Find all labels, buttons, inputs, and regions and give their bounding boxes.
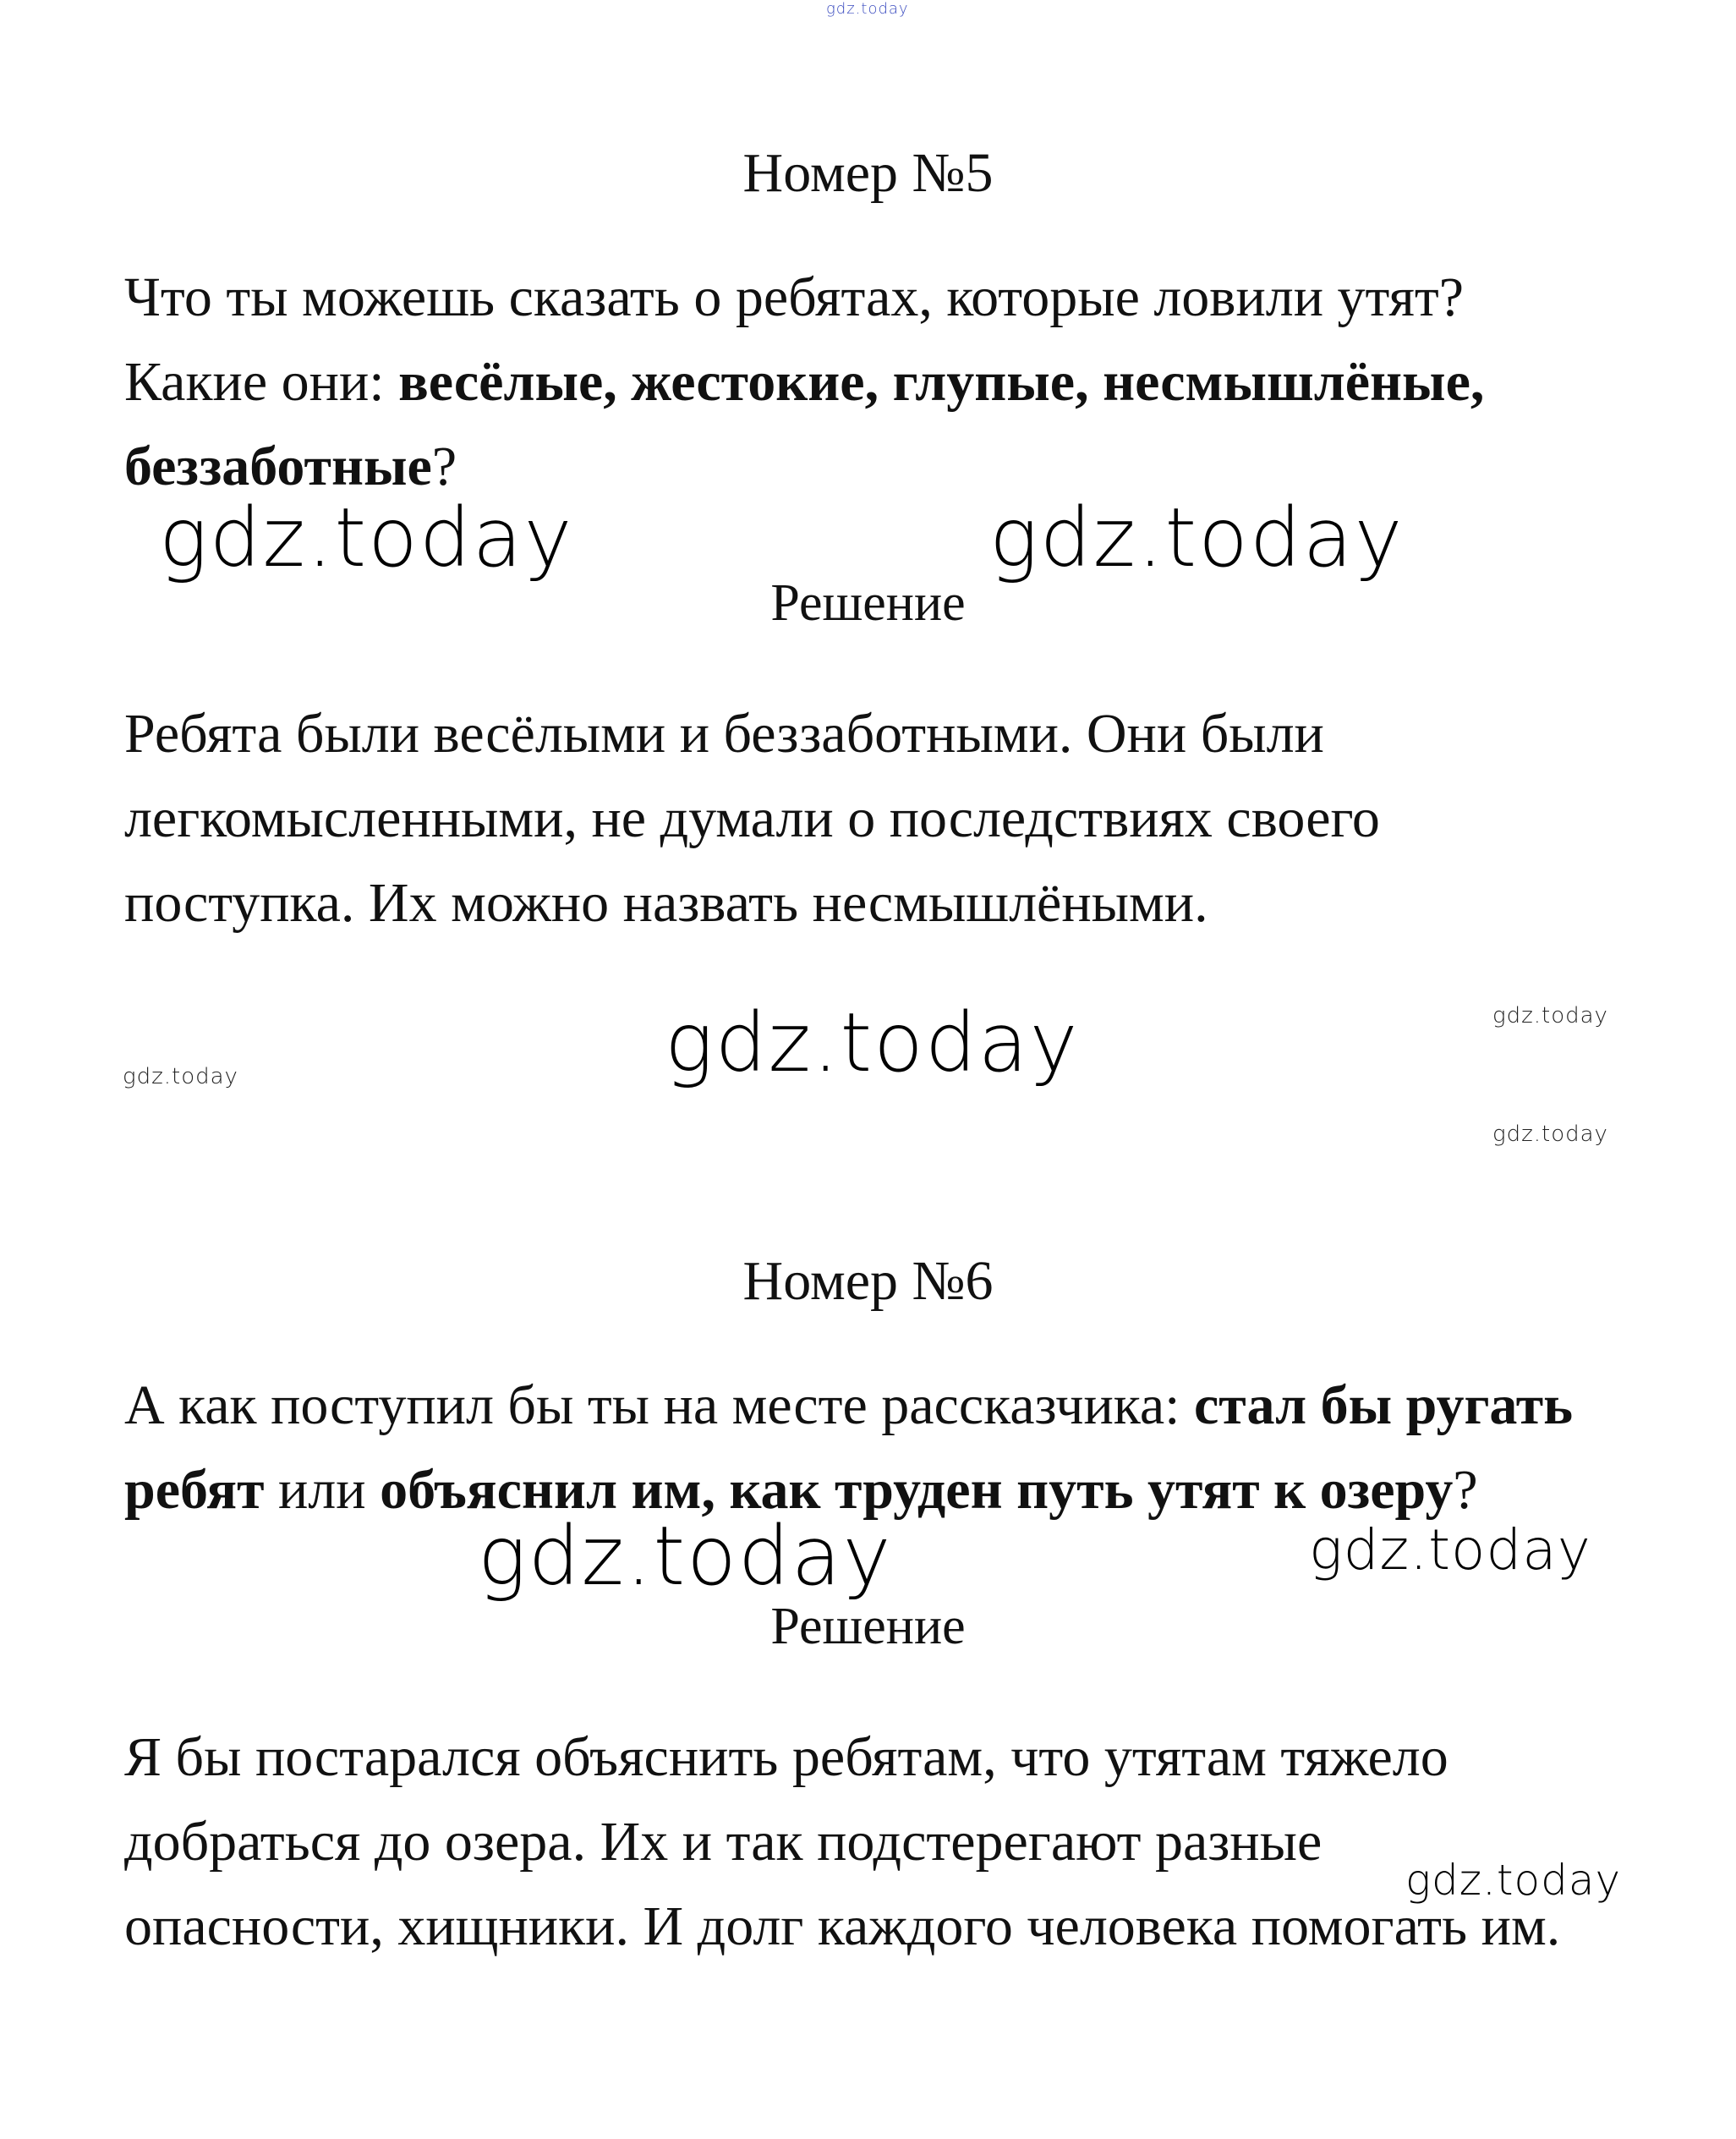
task6-question-line2-bold1: ребят [124, 1459, 265, 1521]
watermark-task6-left: gdz.today [478, 1509, 893, 1604]
task6-answer-line2: добраться до озера. Их и так подстерегают разные [124, 1811, 1323, 1873]
task5-answer [124, 692, 1380, 946]
task6-answer-line1: Я бы постарался объяснить ребятам, что утятам тяжело [124, 1726, 1448, 1788]
task6-heading: Номер №6 [742, 1250, 994, 1312]
task6-question-line1-bold: стал бы ругать [1193, 1374, 1574, 1436]
task6-answer [124, 1715, 1560, 1969]
task6-question-line1-plain: А как поступил бы ты на месте рассказчика: [124, 1374, 1194, 1436]
task5-solution-label: Решение [770, 574, 966, 632]
task5-question-line3-bold: беззаботные [124, 436, 432, 497]
watermark-task5-left: gdz.today [159, 491, 574, 585]
task6-question-line2-tail: ? [1453, 1459, 1478, 1521]
task6-solution-label: Решение [770, 1598, 966, 1655]
watermark-bottom-right: gdz.today [1405, 1856, 1622, 1905]
task6-question-line1 [124, 1363, 1573, 1448]
task5-question-line2 [124, 340, 1484, 425]
task5-question-line3-tail: ? [431, 436, 457, 497]
watermark-middle-right-1: gdz.today [1492, 1003, 1608, 1028]
watermark-middle-left: gdz.today [123, 1064, 238, 1089]
watermark-top: gdz.today [826, 0, 909, 18]
watermark-task5-right: gdz.today [989, 491, 1405, 585]
task5-question-line2-plain: Какие они: [124, 351, 399, 413]
task5-heading: Номер №5 [742, 142, 994, 204]
watermark-middle-large: gdz.today [665, 995, 1080, 1090]
task6-question-line2-bold2: объяснил им, как труден путь утят к озеру [380, 1459, 1454, 1521]
watermark-middle-right-2: gdz.today [1492, 1122, 1608, 1147]
task6-question-line2-plain: или [264, 1459, 381, 1521]
watermark-task6-right: gdz.today [1309, 1517, 1591, 1582]
task5-question-line1: Что ты можешь сказать о ребятах, которые ловили утят? [124, 266, 1464, 328]
task5-answer-line2: легкомысленными, не думали о последствиях своего [124, 787, 1380, 849]
task6-answer-line3: опасности, хищники. И долг каждого человека помогать им. [124, 1895, 1561, 1957]
task5-question [124, 255, 1484, 509]
task5-question-line2-bold: весёлые, жестокие, глупые, несмышлёные, [398, 351, 1485, 413]
task6-question [124, 1363, 1573, 1533]
task5-answer-line1: Ребята были весёлыми и беззаботными. Они были [124, 703, 1324, 765]
task5-answer-line3: поступка. Их можно назвать несмышлёными. [124, 872, 1208, 934]
